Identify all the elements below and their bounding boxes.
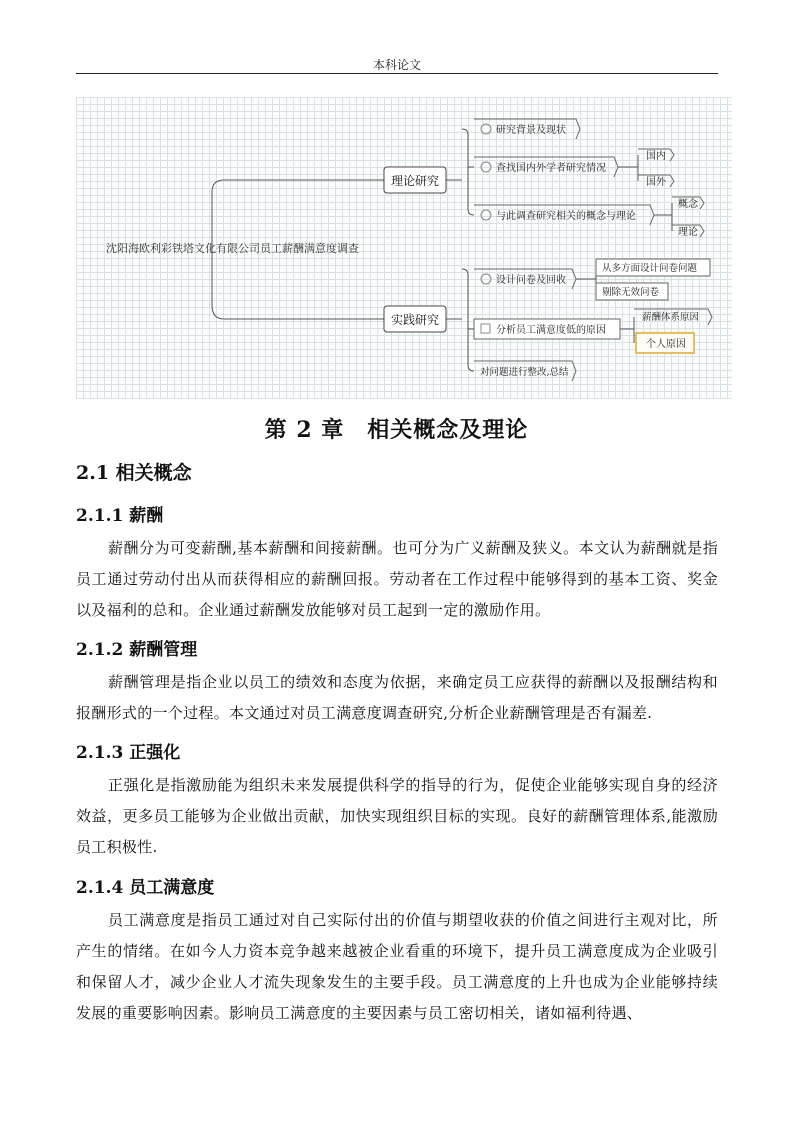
paragraph: 正强化是指激励能为组织未来发展提供科学的指导的行为，促使企业能够实现自身的经济效益，更多员工能够为企业做出贡献，加快实现组织目标的实现。良好的薪酬管理体系,能激励员工积极性. [76,776,718,856]
branch-label-theory: 理论研究 [390,174,440,188]
leaf-compensation-system [634,309,712,325]
leaf-label: 国内 [646,151,666,162]
leaf-label: 国外 [646,177,666,188]
leaf-personal-reasons [636,333,694,353]
page-header: 本科论文 [372,58,421,72]
subsection-heading: 2.1.3 正强化 [76,743,181,763]
leaf-label: 个人原因 [646,339,686,350]
leaf-label: 薪酬体系原因 [642,312,700,323]
leaf-remove-invalid [596,283,668,300]
header-rule [76,73,718,74]
leaf-label: 剔除无效问卷 [602,287,660,298]
leaf-design-questions [596,259,710,276]
topic-label: 研究背景及现状 [496,125,566,136]
topic-label: 设计问卷及回收 [496,275,566,286]
leaf-label: 概念 [678,199,698,210]
topic-rectify-summary [474,361,576,381]
chapter-title: 第 2 章 相关概念及理论 [264,417,529,443]
branch-node-theory [384,167,446,193]
topic-label: 与此调查研究相关的概念与理论 [496,211,636,222]
leaf-domestic [638,149,674,162]
leaf-theory [672,225,704,238]
mindmap-figure [76,97,732,399]
topic-research-background [474,119,580,139]
topic-related-concepts [474,205,654,225]
subsection-heading: 2.1.4 员工满意度 [76,878,215,898]
mindmap-diagram [76,97,732,399]
leaf-label: 从多方面设计问卷问题 [602,263,698,274]
topic-questionnaire [474,269,576,289]
paragraph: 薪酬管理是指企业以员工的绩效和态度为依据，来确定员工应获得的薪酬以及报酬结构和报酬形式的一个过程。本文通过对员工满意度调查研究,分析企业薪酬管理是否有漏差. [76,673,718,722]
subsection-heading: 2.1.2 薪酬管理 [76,640,198,660]
topic-label: 查找国内外学者研究情况 [496,163,606,174]
leaf-concept [672,197,704,210]
topic-label: 对问题进行整改,总结 [480,367,569,378]
section-heading: 2.1 相关概念 [76,462,192,484]
topic-analyze-reasons [474,319,620,339]
subsection-heading: 2.1.1 薪酬 [76,506,164,526]
paragraph: 员工满意度是指员工通过对自己实际付出的价值与期望收获的价值之间进行主观对比，所产生的情绪。在如今人力资本竞争越来越被企业看重的环境下，提升员工满意度成为企业吸引和保留人才，减少企业人才流失现象发生的主要手段。员工满意度的上升也成为企业能够持续发展的重要影响因素。影响员工满意度的主要因素与员工密切相关，诸如福利待遇、 [76,911,718,1022]
topic-label: 分析员工满意度低的原因 [496,325,606,336]
paragraph: 薪酬分为可变薪酬,基本薪酬和间接薪酬。也可分为广义薪酬及狭义。本文认为薪酬就是指员工通过劳动付出从而获得相应的薪酬回报。劳动者在工作过程中能够得到的基本工资、奖金以及福利的总和。企业通过薪酬发放能够对员工起到一定的激励作用。 [76,539,718,619]
leaf-foreign [638,175,674,188]
mindmap-root-label: 沈阳海欧利彩铁塔文化有限公司员工薪酬满意度调查 [106,242,359,255]
topic-scholar-research [474,157,618,177]
branch-label-practice: 实践研究 [390,313,440,327]
branch-node-practice [384,306,446,332]
leaf-label: 理论 [678,227,698,238]
